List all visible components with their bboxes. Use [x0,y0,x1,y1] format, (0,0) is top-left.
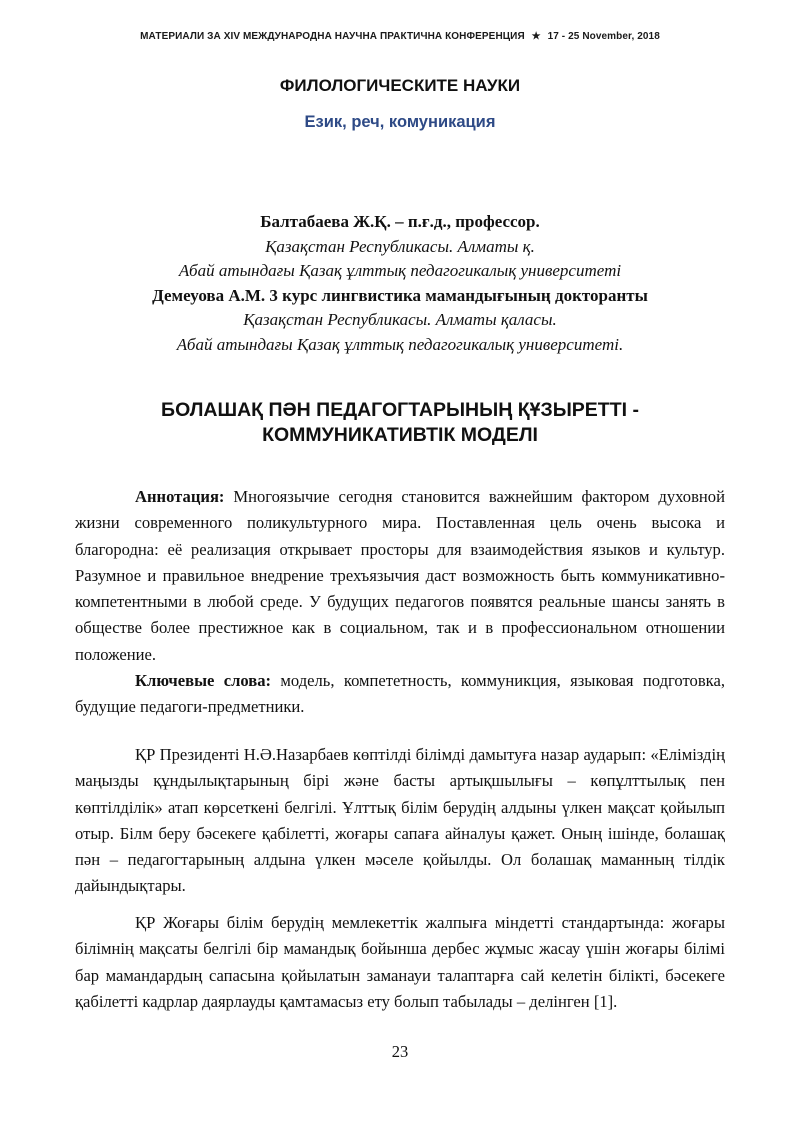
paper-title [0,398,800,448]
running-header [0,31,800,42]
author-affiliation: Абай атындағы Қазақ ұлттық педагогикалық университеті. [176,334,624,354]
paragraph-text: ҚР Жоғары білім берудің мемлекеттік жалпыға міндетті стандартында: жоғары білімнің мақсаты белгілі бір мамандық бойынша дербес жұмыс жасау үшін жоғары білімі бар мамандардың сапасына қойылатын заманауи талаптарға сай келетін білікті, бәсекеге қабілетті кадрлар даярлауды қамтамасыз ету болып табылады – делінген [1]. [75,913,725,1011]
abstract-text: Многоязычие сегодня становится важнейшим фактором духовной жизни современного поликультурного мира. Поставленная цель очень высока и благородна: её реализация открывает просторы для взаимодействия языков и культур. Разумное и правильное внедрение трехъязычия даст возможность быть коммуникативно-компетентными в любой среде. У будущих педагогов появятся реальные шансы занять в обществе более престижное как в социальном, так и в профессиональном отношении положение. [75,487,725,664]
author-location: Қазақстан Республикасы. Алматы қаласы. [243,310,557,329]
keywords-label: Ключевые слова: [135,671,272,690]
author-name: Балтабаева Ж.Қ. – п.ғ.д., профессор. [260,212,540,231]
conference-dates: 17 - 25 November, 2018 [547,31,660,42]
page-number: 23 [391,1042,409,1061]
abstract [75,484,725,668]
paper-title-line: КОММУНИКАТИВТІК МОДЕЛІ [262,424,538,446]
body-paragraph [75,910,725,1015]
author-block [0,210,800,357]
subsection-title: Език, реч, комуникация [304,113,496,131]
paper-title-line: БОЛАШАҚ ПӘН ПЕДАГОГТАРЫНЫҢ ҚҰЗЫРЕТТІ - [161,399,639,421]
paragraph-text: ҚР Президенті Н.Ә.Назарбаев көптілді білімді дамытуға назар аударып: «Еліміздің маңызды құндылықтарының бірі және басты артықшылығы – көпұлттылық пен көптілділік» атап көрсеткені белгілі. Ұлттық білім берудің алдыны үлкен мақсат қойылып отыр. Білм беру бәсекеге қабілетті, жоғары сапаға айналуы қажет. Оның ішінде, болашақ пән – педагогтарының алдына үлкен мәселе қойылды. Ол болашақ маманның тілдік дайындықтары. [75,745,725,896]
body-paragraph [75,742,725,900]
author-affiliation: Абай атындағы Қазақ ұлттық педагогикалық университеті [178,261,622,280]
keywords [75,668,725,721]
keywords-text: модель, компететность, коммуникция, языковая подготовка, будущие педагоги-предметники. [75,671,725,717]
star-icon: ★ [531,31,541,42]
abstract-label: Аннотация: [135,487,225,506]
section-title: ФИЛОЛОГИЧЕСКИТЕ НАУКИ [279,76,521,95]
author-location: Қазақстан Республикасы. Алматы қ. [265,236,535,256]
author-name: Демеуова А.М. 3 курс лингвистика мамандығының докторанты [152,285,648,305]
conference-name: МАТЕРИАЛИ ЗА XIV МЕЖДУНАРОДНА НАУЧНА ПРАКТИЧНА КОНФЕРЕНЦИЯ [140,31,525,42]
